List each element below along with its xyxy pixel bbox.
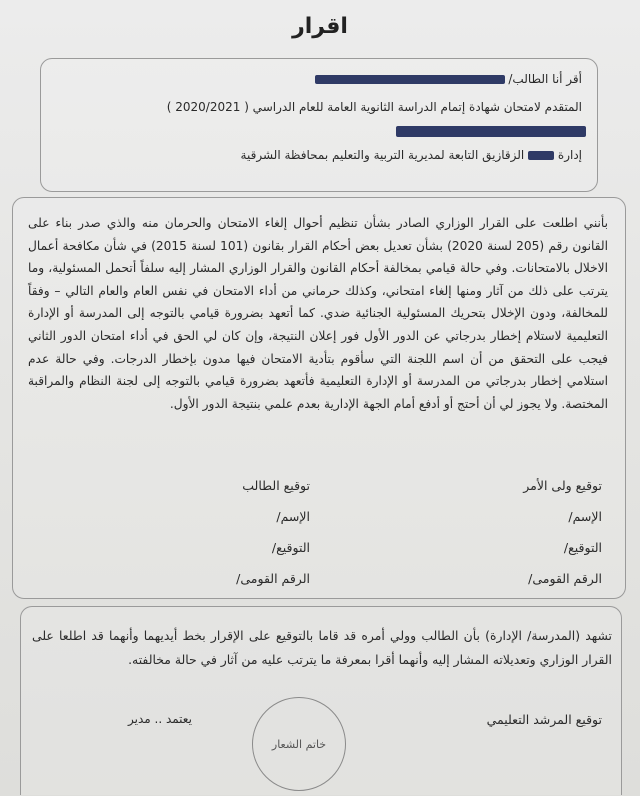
guardian-name-field: الإسم/ <box>568 509 602 524</box>
official-seal <box>252 697 346 791</box>
student-national-id-field: الرقم القومى/ <box>236 571 310 586</box>
student-signature-field: التوقيع/ <box>271 540 310 555</box>
exam-year-line: المتقدم لامتحان شهادة إتمام الدراسة الثانوية العامة للعام الدراسي ( 2020/2021 ) <box>166 100 582 114</box>
administration-name: الزقازيق التابعة لمديرية التربية والتعليم بمحافظة الشرقية <box>240 148 525 162</box>
administration-label: إدارة <box>557 148 582 162</box>
guardian-national-id-field: الرقم القومى/ <box>528 571 602 586</box>
director-approval-label: يعتمد .. مدير <box>128 712 192 726</box>
seal-label: خاتم الشعار <box>271 737 327 751</box>
student-name-line <box>315 72 582 86</box>
student-signature-heading: توقيع الطالب <box>242 478 310 493</box>
redacted-school-name <box>396 126 586 137</box>
declaration-text: بأنني اطلعت على القرار الوزاري الصادر بشأن تنظيم أحوال إلغاء الامتحان والحرمان منه والذي صدر بناء على القانون رقم (205 لسنة 2020) بشأن تعديل بعض أحكام القرار بقانون (101 لسنة 2015) في شأن مكافحة أعمال الاخلال بالامتحانات. وفي حالة قيامي بمخالفة أحكام القانون والقرار الوزاري المشار إليه سلفاً أتحمل المسئولية، وما يترتب على ذلك من آثار ومنها إلغاء امتحاني، وكذلك حرماني من أداء الامتحان في نفس العام والعام التالي – وفقاً للمخالفة، ودون الإخلال بتحريك المسئولية الجنائية ضدي. كما أتعهد بضرورة قيامي بالتوجه إلى المدرسة أو الإدارة التعليمية لاستلام إخطار بدرجاتي عن الدور الأول فور إعلان النتيجة، وإن كان لي الحق في أداء امتحان الدور الثاني فيجب على التحقق من أن اسم اللجنة التي سأقوم بتأدية الامتحان فيها مدون بإخطار الدرجات. وفي حالة عدم استلامي إخطار بدرجاتي من المدرسة أو الإدارة التعليمية فأتعهد بضرورة قيامي بالتوجه إلى لجنة النظام والمراقبة المختصة. ولا يجوز لي أن أحتج أو أدفع أمام الجهة الإدارية بعدم علمي بنتيجة الدور الأول. <box>28 216 608 411</box>
counselor-signature-label: توقيع المرشد التعليمي <box>486 712 602 727</box>
redacted-administration <box>528 151 554 160</box>
guardian-signature-block <box>442 478 602 602</box>
administration-line <box>241 148 582 162</box>
redacted-student-name <box>315 75 505 84</box>
redacted-school-line <box>396 124 586 138</box>
student-name-label: أقر أنا الطالب/ <box>508 72 582 86</box>
guardian-signature-heading: توقيع ولى الأمر <box>523 478 602 493</box>
guardian-signature-field: التوقيع/ <box>563 540 602 555</box>
student-name-field: الإسم/ <box>276 509 310 524</box>
document-title: اقرار <box>292 14 348 39</box>
student-signature-block <box>180 478 310 602</box>
attestation-text: تشهد (المدرسة/ الإدارة) بأن الطالب وولي أمره قد قاما بالتوقيع على الإقرار بخط أيديهما وأنهما قد اطلعا على القرار الوزاري وتعديلاته المشار إليه وأنهما أقرا بمعرفة ما يترتب عليه من آثار في حالة مخالفته. <box>32 628 612 667</box>
